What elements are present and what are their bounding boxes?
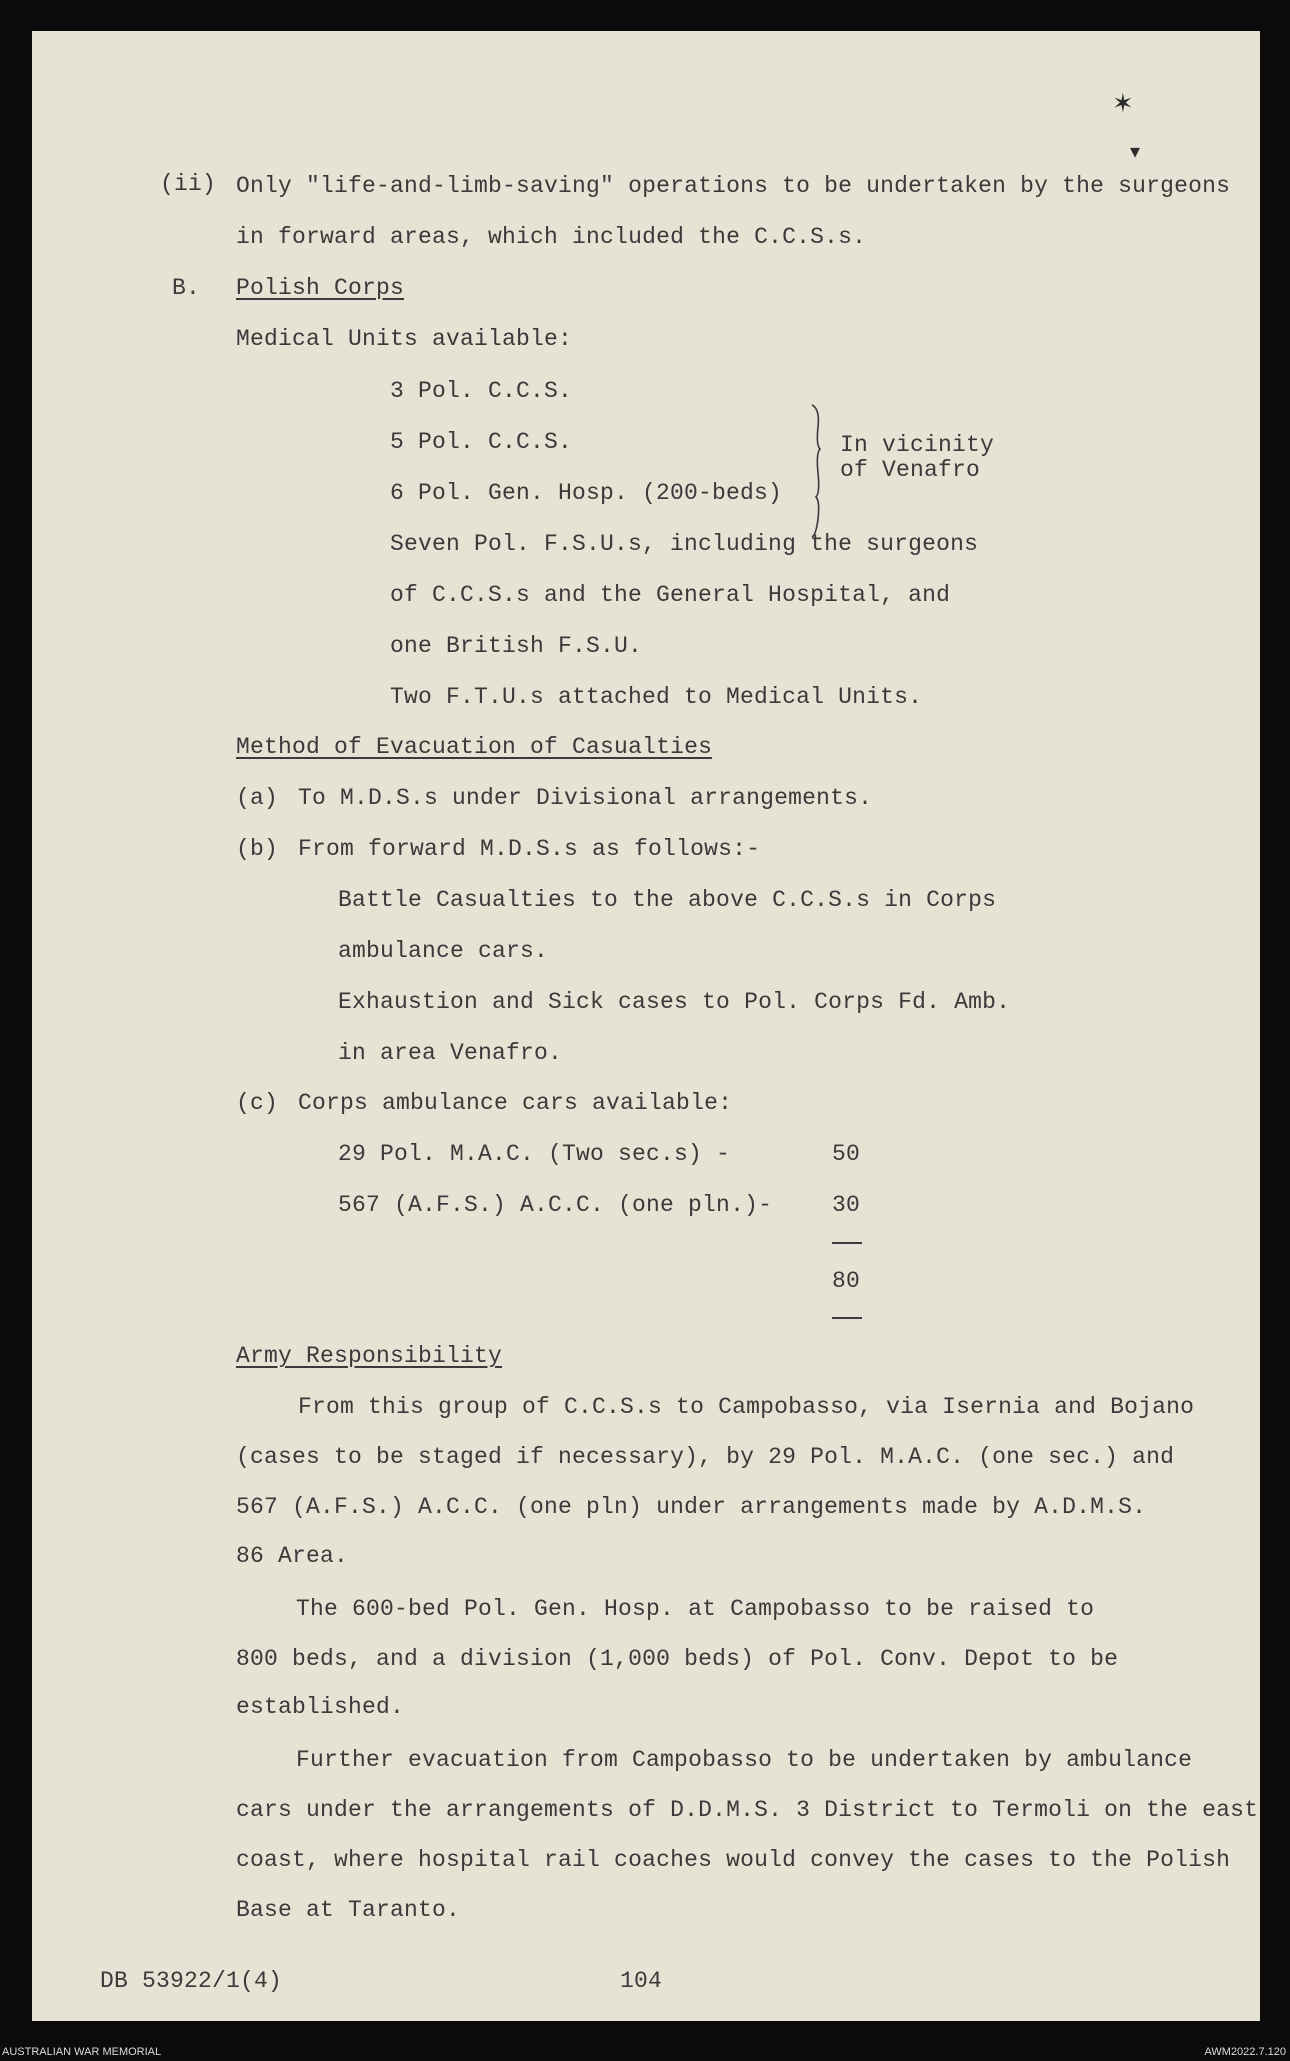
paragraph-line: Further evacuation from Campobasso to be undertaken by ambulance (296, 1747, 1193, 1773)
vicinity-note: of Venafro (840, 457, 981, 483)
car-unit: 29 Pol. M.A.C. (Two sec.s) - (338, 1141, 731, 1167)
document-reference: DB 53922/1(4) (100, 1968, 283, 1994)
paragraph-line: Base at Taranto. (236, 1897, 461, 1923)
paragraph-line: (cases to be staged if necessary), by 29 Pol. M.A.C. (one sec.) and (236, 1444, 1175, 1470)
brace-icon (810, 403, 824, 539)
punch-hole-mark: ✶ (1112, 89, 1134, 119)
car-count: 30 (832, 1192, 861, 1218)
punch-hole-mark: ▾ (1130, 139, 1141, 163)
body-line: Corps ambulance cars available: (298, 1090, 733, 1116)
page-number: 104 (620, 1968, 663, 1994)
car-unit: 567 (A.F.S.) A.C.C. (one pln.)- (338, 1192, 773, 1218)
body-line: Seven Pol. F.S.U.s, including the surgeons (390, 531, 979, 557)
archive-credit: AUSTRALIAN WAR MEMORIAL (2, 2046, 162, 2058)
section-heading: Method of Evacuation of Casualties (236, 734, 713, 760)
body-line: Exhaustion and Sick cases to Pol. Corps Fd. Amb. (338, 989, 1011, 1015)
item-label: (b) (236, 836, 279, 862)
paragraph-line: 86 Area. (236, 1543, 349, 1569)
unit-line: 3 Pol. C.C.S. (390, 378, 573, 404)
body-line: one British F.S.U. (390, 633, 643, 659)
sum-rule (832, 1242, 862, 1244)
paragraph-line: established. (236, 1694, 405, 1720)
car-count: 50 (832, 1141, 861, 1167)
unit-line: 6 Pol. Gen. Hosp. (200-beds) (390, 480, 783, 506)
section-heading: Polish Corps (236, 275, 405, 301)
item-label: (a) (236, 785, 279, 811)
sum-rule (832, 1317, 862, 1319)
section-heading: Army Responsibility (236, 1343, 503, 1369)
archive-id: AWM2022.7.120 (1204, 2046, 1286, 2058)
paragraph-line: 567 (A.F.S.) A.C.C. (one pln) under arrangements made by A.D.M.S. (236, 1494, 1147, 1520)
unit-line: 5 Pol. C.C.S. (390, 429, 573, 455)
body-line: in area Venafro. (338, 1040, 563, 1066)
body-line: in forward areas, which included the C.C.S.s. (236, 224, 867, 250)
paragraph-line: cars under the arrangements of D.D.M.S. 3 District to Termoli on the east (236, 1797, 1259, 1823)
paragraph-line: coast, where hospital rail coaches would convey the cases to the Polish (236, 1847, 1231, 1873)
body-line: Only "life-and-limb-saving" operations to be undertaken by the surgeons (236, 173, 1231, 199)
vicinity-note: In vicinity (840, 432, 995, 458)
document-page (32, 31, 1260, 2021)
paragraph-line: The 600-bed Pol. Gen. Hosp. at Campobasso to be raised to (296, 1596, 1095, 1622)
paragraph-line: 800 beds, and a division (1,000 beds) of Pol. Conv. Depot to be (236, 1646, 1119, 1672)
body-line: ambulance cars. (338, 938, 549, 964)
body-line: of C.C.S.s and the General Hospital, and (390, 582, 951, 608)
car-total: 80 (832, 1268, 861, 1294)
body-line: Two F.T.U.s attached to Medical Units. (390, 684, 923, 710)
paragraph-line: From this group of C.C.S.s to Campobasso, via Isernia and Bojano (298, 1394, 1195, 1420)
body-line: To M.D.S.s under Divisional arrangements. (298, 785, 873, 811)
body-line: From forward M.D.S.s as follows:- (298, 836, 761, 862)
item-label: (c) (236, 1090, 279, 1116)
item-number: (ii) (160, 171, 217, 197)
body-line: Medical Units available: (236, 326, 573, 352)
body-line: Battle Casualties to the above C.C.S.s in Corps (338, 887, 997, 913)
section-letter: B. (172, 275, 201, 301)
